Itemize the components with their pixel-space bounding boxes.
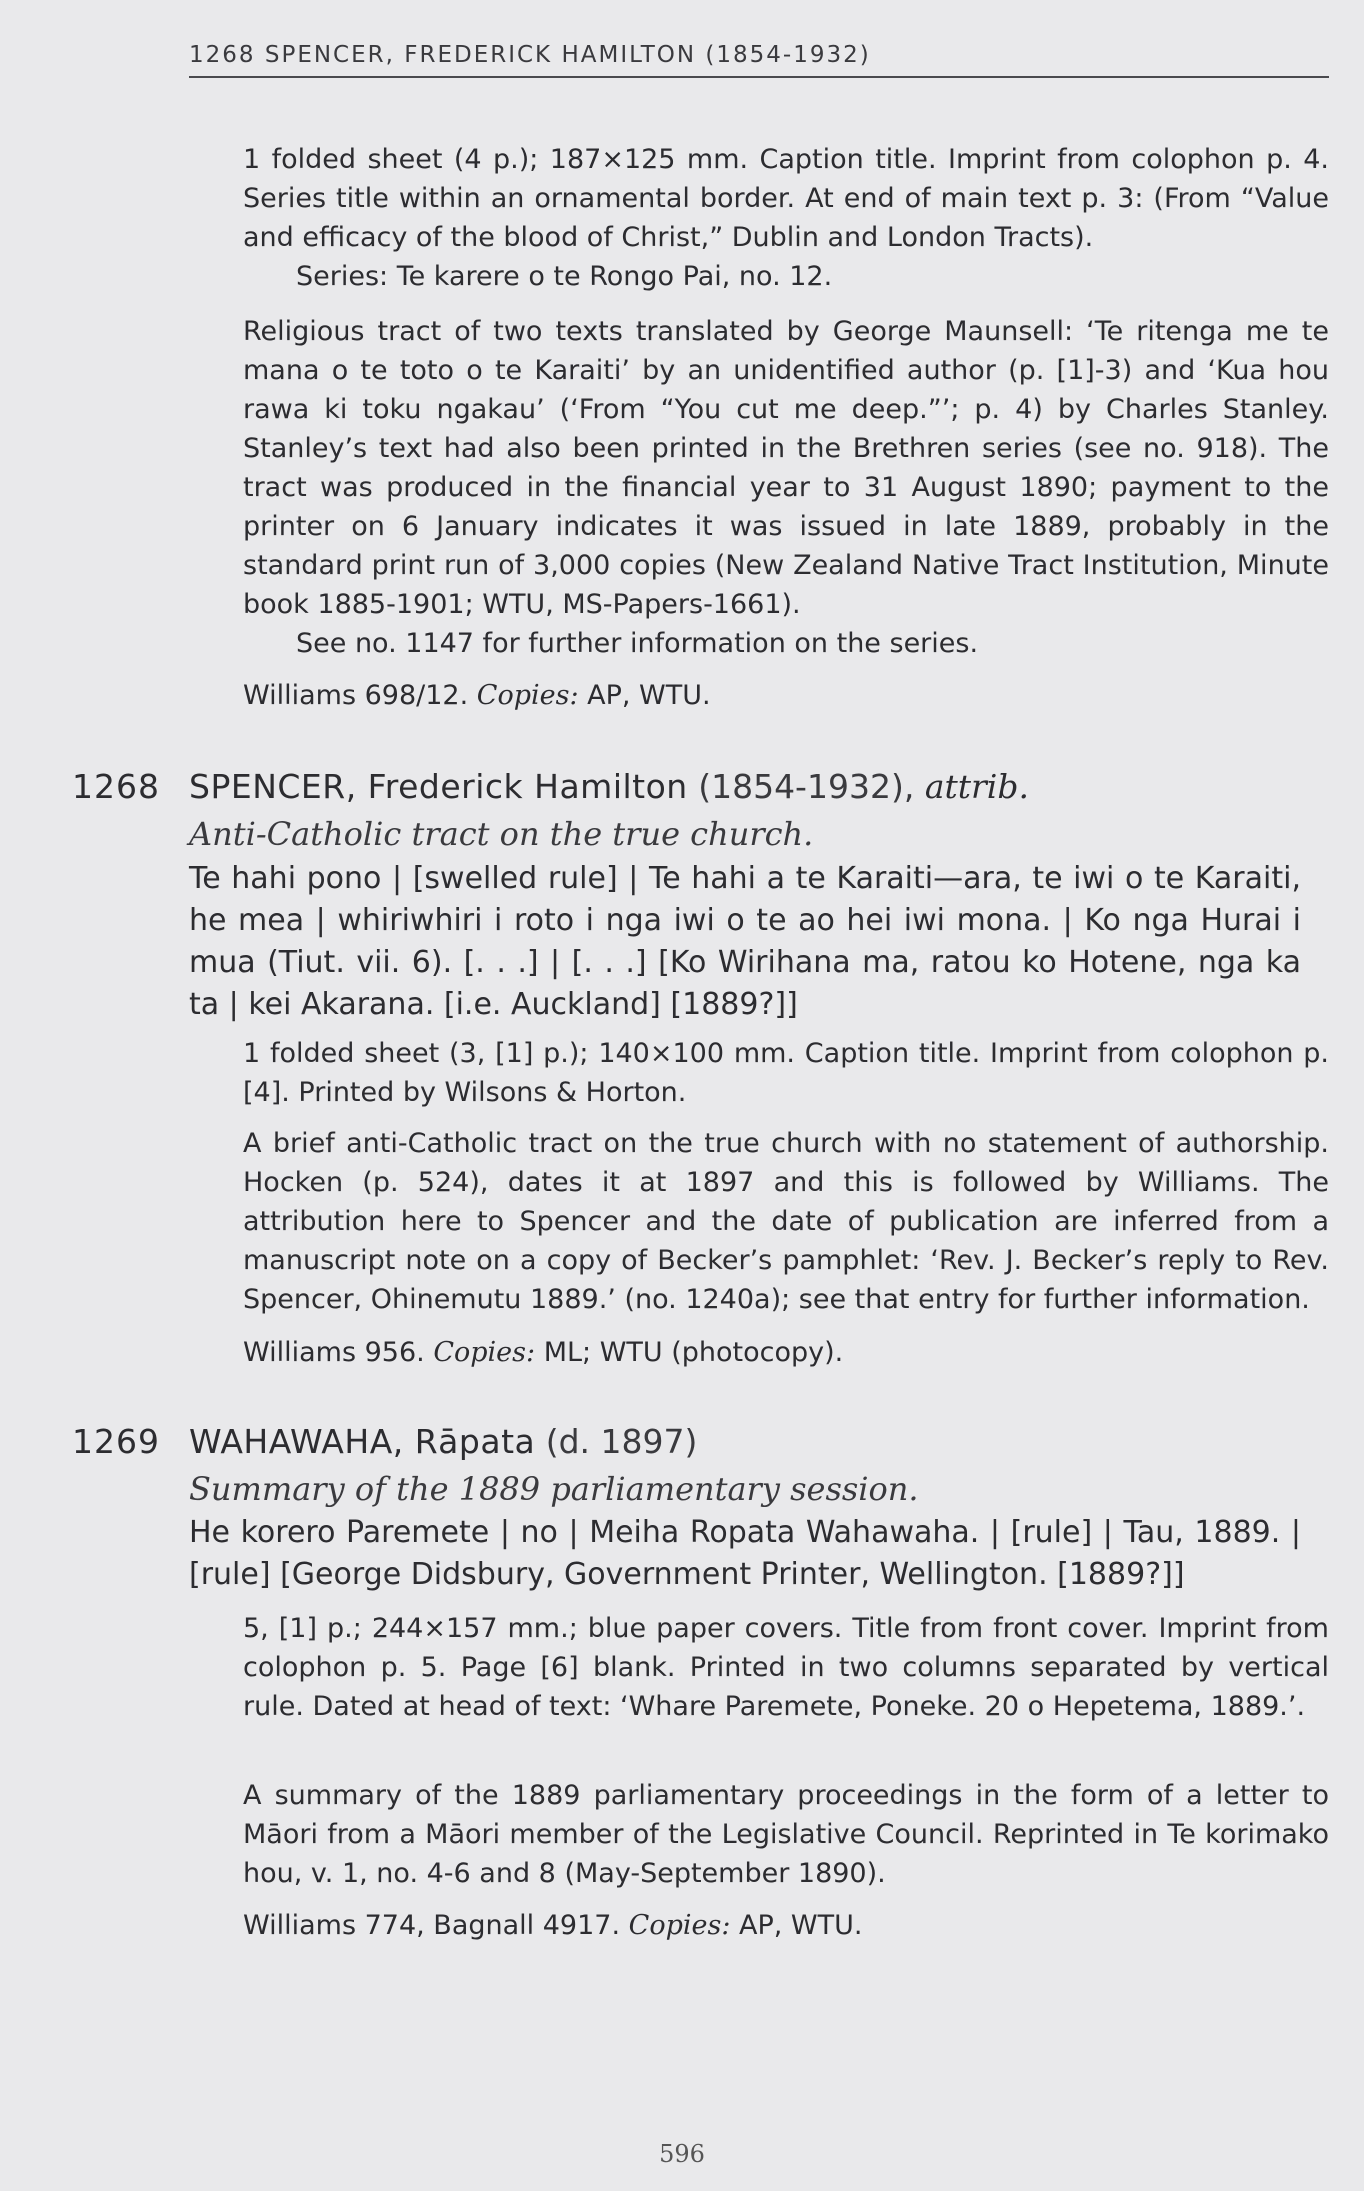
entry-note: Religious tract of two texts translated by George Maunsell: ‘Te ritenga me te mana o te toto o te Karaiti’ by an unidentified author (p. [1]-3) and ‘Kua hou rawa ki toku ngakau’ (‘From “You cut me deep.”’; p. 4) by Charles Stanley. Stanley’s text had also been printed in the Brethren series (see no. 918). The tract was produced in the financial year to 31 August 1890; payment to the printer on 6 January indicates it was issued in late 1889, probably in the standard print run of 3,000 copies (New Zealand Native Tract Institution, Minute book 1885-1901; WTU, MS-Papers-1661). bbox=[243, 316, 1329, 620]
entry-subtitle: Anti-Catholic tract on the true church. bbox=[189, 815, 814, 853]
entry-physical bbox=[243, 1034, 1329, 1112]
header-rule bbox=[189, 76, 1329, 78]
entry-heading bbox=[189, 1422, 697, 1461]
physical-description: 1 folded sheet (4 p.); 187×125 mm. Caption title. Imprint from colophon p. 4. Series title within an ornamental border. At end of main text p. 3: (From “Value and efficacy of the blood of Christ,” Dublin and London Tracts). bbox=[243, 144, 1329, 253]
prev-entry-note bbox=[243, 312, 1329, 663]
prev-entry-physical bbox=[243, 140, 1329, 296]
entry-note: A brief anti-Catholic tract on the true church with no statement of authorship. Hocken (p. 524), dates it at 1897 and this is followed by Williams. The attribution here to Spencer and the date of publication are inferred from a manuscript note on a copy of Becker’s pamphlet: ‘Rev. J. Becker’s reply to Rev. Spencer, Ohinemutu 1889.’ (no. 1240a); see that entry for further information. bbox=[243, 1128, 1329, 1315]
entry-number: 1269 bbox=[72, 1422, 160, 1461]
title-text: Te hahi pono | [swelled rule] | Te hahi a te Karaiti—ara, te iwi o te Karaiti, he mea | whiriwhiri i roto i nga iwi o te ao hei iwi mona. | Ko nga Hurai i mua (Tiut. vii. 6). [. . .] | [. . .] [Ko Wirihana ma, ratou ko Hotene, nga ka ta | kei Akarana. [i.e. Auckland] [1889?]] bbox=[189, 861, 1301, 1022]
entry-citation bbox=[243, 1906, 1329, 1945]
copies: ML; WTU (photocopy). bbox=[543, 1337, 844, 1368]
cite-ref: Williams 698/12. bbox=[243, 680, 469, 711]
cite-ref: Williams 956. bbox=[243, 1337, 425, 1368]
author-name: WAHAWAHA, Rāpata bbox=[189, 1422, 536, 1461]
entry-note-block bbox=[243, 1124, 1329, 1319]
physical-description: 5, [1] p.; 244×157 mm.; blue paper covers. Title from front cover. Imprint from colophon p. 5. Page [6] blank. Printed in two columns separated by vertical rule. Dated at head of text: ‘Whare Paremete, Poneke. 20 o Hepetema, 1889.’. bbox=[243, 1613, 1329, 1722]
entry-heading bbox=[189, 767, 1029, 806]
attribution: attrib. bbox=[924, 767, 1029, 806]
author-dates: (1854-1932), bbox=[698, 767, 915, 806]
title-text: He korero Paremete | no | Meiha Ropata Wahawaha. | [rule] | Tau, 1889. | [rule] [George Didsbury, Government Printer, Wellington. [1889?]] bbox=[189, 1515, 1301, 1592]
title-transcription bbox=[189, 1512, 1301, 1596]
copies: AP, WTU. bbox=[739, 1910, 863, 1941]
copies-label: Copies: bbox=[433, 1337, 536, 1368]
entry-physical bbox=[243, 1609, 1329, 1726]
copies: AP, WTU. bbox=[587, 680, 711, 711]
entry-note-block bbox=[243, 1776, 1329, 1893]
copies-label: Copies: bbox=[628, 1910, 731, 1941]
entry-number: 1268 bbox=[72, 767, 160, 806]
see-also: See no. 1147 for further information on the series. bbox=[296, 628, 979, 659]
page-number: 596 bbox=[659, 2140, 705, 2168]
entry-note: A summary of the 1889 parliamentary proceedings in the form of a letter to Māori from a Māori member of the Legislative Council. Reprinted in Te korimako hou, v. 1, no. 4-6 and 8 (May-September 1890). bbox=[243, 1780, 1329, 1889]
physical-description: 1 folded sheet (3, [1] p.); 140×100 mm. Caption title. Imprint from colophon p. [4]. Printed by Wilsons & Horton. bbox=[243, 1038, 1329, 1108]
copies-label: Copies: bbox=[476, 680, 579, 711]
running-head: 1268 SPENCER, FREDERICK HAMILTON (1854-1932) bbox=[189, 42, 871, 68]
prev-entry-citation bbox=[243, 676, 1329, 715]
author-dates: (d. 1897) bbox=[545, 1422, 698, 1461]
author-name: SPENCER, Frederick Hamilton bbox=[189, 767, 688, 806]
entry-citation bbox=[243, 1333, 1329, 1372]
series-note: Series: Te karere o te Rongo Pai, no. 12. bbox=[296, 261, 833, 292]
cite-ref: Williams 774, Bagnall 4917. bbox=[243, 1910, 621, 1941]
entry-subtitle: Summary of the 1889 parliamentary session. bbox=[189, 1470, 919, 1508]
title-transcription bbox=[189, 858, 1301, 1026]
